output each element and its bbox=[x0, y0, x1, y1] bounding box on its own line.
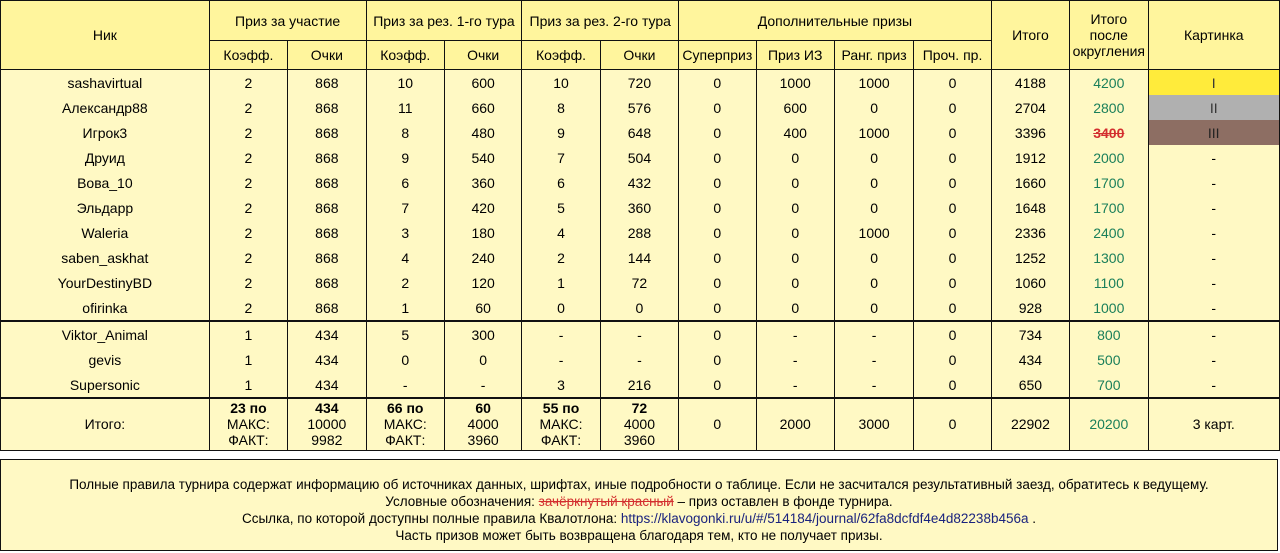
totals-pp-line1: 434 bbox=[315, 400, 339, 417]
table-row bbox=[1, 95, 1280, 120]
cell-total-rounded: 2800 bbox=[1070, 95, 1148, 120]
totals-pp-line3: 9982 bbox=[311, 432, 343, 449]
cell-other-prize: 0 bbox=[914, 120, 991, 145]
cell-round2-coef: 10 bbox=[522, 70, 600, 96]
cell-prize-iz: 400 bbox=[756, 120, 834, 145]
cell-round1-points: 60 bbox=[444, 295, 521, 321]
cell-round1-points: 120 bbox=[444, 270, 521, 295]
cell-picture: - bbox=[1148, 372, 1280, 398]
totals-r2p-line1: 72 bbox=[631, 400, 648, 417]
cell-superprize: 0 bbox=[679, 347, 756, 372]
cell-nick: YourDestinyBD bbox=[1, 270, 210, 295]
header-extra: Дополнительные призы bbox=[679, 1, 992, 41]
cell-round1-coef: 0 bbox=[366, 347, 444, 372]
cell-rank-prize: 0 bbox=[834, 195, 913, 220]
cell-participation-points: 868 bbox=[288, 95, 366, 120]
cell-total: 1252 bbox=[991, 245, 1069, 270]
cell-prize-iz: 0 bbox=[756, 145, 834, 170]
cell-superprize: 0 bbox=[679, 220, 756, 245]
totals-picture: 3 карт. bbox=[1148, 398, 1280, 450]
totals-r1c bbox=[366, 398, 444, 450]
cell-participation-coef: 2 bbox=[209, 295, 287, 321]
cell-prize-iz: 0 bbox=[756, 220, 834, 245]
cell-participation-coef: 2 bbox=[209, 120, 287, 145]
subheader-points: Очки bbox=[288, 41, 366, 70]
table-row bbox=[1, 347, 1280, 372]
cell-other-prize: 0 bbox=[914, 95, 991, 120]
cell-total-rounded: 4200 bbox=[1070, 70, 1148, 96]
cell-round1-points: 420 bbox=[444, 195, 521, 220]
cell-picture: - bbox=[1148, 347, 1280, 372]
totals-r1p-line3: 3960 bbox=[467, 432, 499, 449]
cell-participation-points: 868 bbox=[288, 270, 366, 295]
cell-round2-coef: 5 bbox=[522, 195, 600, 220]
subheader-coef: Коэфф. bbox=[366, 41, 444, 70]
cell-picture: - bbox=[1148, 295, 1280, 321]
cell-rank-prize: - bbox=[834, 347, 913, 372]
header-round1: Приз за рез. 1-го тура bbox=[366, 1, 522, 41]
cell-nick: gevis bbox=[1, 347, 210, 372]
footer-line2-prefix: Условные обозначения: bbox=[385, 494, 539, 509]
cell-superprize: 0 bbox=[679, 321, 756, 347]
totals-label: Итого: bbox=[1, 398, 210, 450]
subheader-other-prize: Проч. пр. bbox=[914, 41, 991, 70]
cell-other-prize: 0 bbox=[914, 372, 991, 398]
cell-superprize: 0 bbox=[679, 195, 756, 220]
cell-participation-coef: 2 bbox=[209, 145, 287, 170]
table-row bbox=[1, 120, 1280, 145]
cell-participation-coef: 2 bbox=[209, 220, 287, 245]
cell-round2-coef: - bbox=[522, 347, 600, 372]
header-picture: Картинка bbox=[1148, 1, 1280, 70]
cell-participation-coef: 1 bbox=[209, 347, 287, 372]
footer-line2-suffix: – приз оставлен в фонде турнира. bbox=[673, 494, 893, 509]
cell-total-rounded: 700 bbox=[1070, 372, 1148, 398]
cell-round2-coef: 6 bbox=[522, 170, 600, 195]
cell-participation-points: 868 bbox=[288, 70, 366, 96]
footer-line3 bbox=[1, 510, 1277, 527]
cell-participation-points: 434 bbox=[288, 321, 366, 347]
cell-other-prize: 0 bbox=[914, 170, 991, 195]
totals-section bbox=[1, 398, 1280, 450]
cell-superprize: 0 bbox=[679, 145, 756, 170]
cell-nick: Supersonic bbox=[1, 372, 210, 398]
cell-round2-coef: 1 bbox=[522, 270, 600, 295]
cell-total: 734 bbox=[991, 321, 1069, 347]
totals-r1p-line1: 60 bbox=[475, 400, 491, 417]
totals-r1c-line1: 66 по bbox=[387, 400, 424, 417]
cell-round2-points: 360 bbox=[600, 195, 678, 220]
cell-round1-coef: 8 bbox=[366, 120, 444, 145]
totals-r2c-line3: ФАКТ: bbox=[540, 432, 582, 449]
cell-other-prize: 0 bbox=[914, 195, 991, 220]
cell-total-rounded: 2400 bbox=[1070, 220, 1148, 245]
cell-nick: Эльдарр bbox=[1, 195, 210, 220]
cell-total-rounded: 2000 bbox=[1070, 145, 1148, 170]
cell-nick: saben_askhat bbox=[1, 245, 210, 270]
cell-round1-points: 600 bbox=[444, 70, 521, 96]
cell-round1-coef: 2 bbox=[366, 270, 444, 295]
cell-total-rounded: 1100 bbox=[1070, 270, 1148, 295]
cell-round2-coef: 9 bbox=[522, 120, 600, 145]
cell-round1-coef: 10 bbox=[366, 70, 444, 96]
totals-pc-line1: 23 по bbox=[230, 400, 267, 417]
cell-nick: ofirinka bbox=[1, 295, 210, 321]
totals-r1p-line2: 4000 bbox=[467, 416, 499, 433]
cell-round2-points: 288 bbox=[600, 220, 678, 245]
cell-other-prize: 0 bbox=[914, 270, 991, 295]
cell-prize-iz: - bbox=[756, 321, 834, 347]
cell-rank-prize: 0 bbox=[834, 95, 913, 120]
totals-pc-line3: ФАКТ: bbox=[228, 432, 269, 449]
cell-total-rounded: 800 bbox=[1070, 321, 1148, 347]
table-row bbox=[1, 372, 1280, 398]
header-participation: Приз за участие bbox=[209, 1, 366, 41]
cell-round2-points: 144 bbox=[600, 245, 678, 270]
cell-round1-coef: 9 bbox=[366, 145, 444, 170]
cell-participation-coef: 1 bbox=[209, 372, 287, 398]
cell-total: 1660 bbox=[991, 170, 1069, 195]
cell-round2-coef: 7 bbox=[522, 145, 600, 170]
totals-rounded: 20200 bbox=[1070, 398, 1148, 450]
cell-participation-points: 868 bbox=[288, 245, 366, 270]
totals-r2c-line2: МАКС: bbox=[539, 416, 583, 433]
cell-rank-prize: 1000 bbox=[834, 120, 913, 145]
cell-nick: Друид bbox=[1, 145, 210, 170]
cell-round2-points: 504 bbox=[600, 145, 678, 170]
table-row bbox=[1, 195, 1280, 220]
cell-round2-coef: 2 bbox=[522, 245, 600, 270]
cell-round1-coef: 6 bbox=[366, 170, 444, 195]
cell-other-prize: 0 bbox=[914, 145, 991, 170]
cell-picture: - bbox=[1148, 195, 1280, 220]
cell-total: 4188 bbox=[991, 70, 1069, 96]
cell-superprize: 0 bbox=[679, 245, 756, 270]
cell-round2-points: 72 bbox=[600, 270, 678, 295]
subheader-coef: Коэфф. bbox=[209, 41, 287, 70]
cell-picture: - bbox=[1148, 145, 1280, 170]
footer-line2 bbox=[1, 493, 1277, 510]
totals-r2p-line2: 4000 bbox=[623, 416, 655, 433]
cell-round1-coef: 11 bbox=[366, 95, 444, 120]
cell-participation-coef: 2 bbox=[209, 270, 287, 295]
cell-round2-coef: - bbox=[522, 321, 600, 347]
table-row bbox=[1, 170, 1280, 195]
cell-other-prize: 0 bbox=[914, 70, 991, 96]
cell-participation-points: 434 bbox=[288, 347, 366, 372]
cell-round1-coef: 7 bbox=[366, 195, 444, 220]
cell-total: 1912 bbox=[991, 145, 1069, 170]
table-row bbox=[1, 220, 1280, 245]
cell-round2-points: 216 bbox=[600, 372, 678, 398]
totals-r2p-line3: 3960 bbox=[623, 432, 655, 449]
cell-rank-prize: 0 bbox=[834, 245, 913, 270]
cell-round1-points: 180 bbox=[444, 220, 521, 245]
cell-round2-points: 648 bbox=[600, 120, 678, 145]
cell-rank-prize: 0 bbox=[834, 270, 913, 295]
cell-picture: III bbox=[1148, 120, 1280, 145]
cell-total: 2336 bbox=[991, 220, 1069, 245]
cell-other-prize: 0 bbox=[914, 245, 991, 270]
cell-prize-iz: 0 bbox=[756, 270, 834, 295]
cell-participation-points: 868 bbox=[288, 220, 366, 245]
subheader-superprize: Суперприз bbox=[679, 41, 756, 70]
cell-other-prize: 0 bbox=[914, 321, 991, 347]
cell-participation-coef: 2 bbox=[209, 245, 287, 270]
totals-pc bbox=[209, 398, 287, 450]
cell-total: 928 bbox=[991, 295, 1069, 321]
cell-round1-coef: 4 bbox=[366, 245, 444, 270]
totals-total: 22902 bbox=[991, 398, 1069, 450]
totals-pc-line2: МАКС: bbox=[226, 416, 270, 433]
rules-link[interactable]: https://klavogonki.ru/u/#/514184/journal/62fa8dcfdf4e4d82238b456a bbox=[620, 511, 1029, 526]
cell-total-rounded: 1700 bbox=[1070, 195, 1148, 220]
cell-round1-points: 0 bbox=[444, 347, 521, 372]
cell-nick: Игрок3 bbox=[1, 120, 210, 145]
cell-total-rounded: 1300 bbox=[1070, 245, 1148, 270]
subheader-rank-prize: Ранг. приз bbox=[834, 41, 913, 70]
cell-prize-iz: - bbox=[756, 347, 834, 372]
table-body bbox=[1, 70, 1280, 399]
subheader-prize-iz: Приз ИЗ bbox=[756, 41, 834, 70]
totals-row bbox=[1, 398, 1280, 450]
header-nick: Ник bbox=[1, 1, 210, 70]
footer-strike-example: зачёркнутый красный bbox=[538, 494, 674, 509]
cell-nick: sashavirtual bbox=[1, 70, 210, 96]
cell-picture: I bbox=[1148, 70, 1280, 96]
table-row bbox=[1, 321, 1280, 347]
cell-total-rounded: 500 bbox=[1070, 347, 1148, 372]
cell-superprize: 0 bbox=[679, 270, 756, 295]
cell-picture: - bbox=[1148, 220, 1280, 245]
cell-superprize: 0 bbox=[679, 295, 756, 321]
cell-round2-points: 0 bbox=[600, 295, 678, 321]
cell-superprize: 0 bbox=[679, 120, 756, 145]
cell-round1-coef: 5 bbox=[366, 321, 444, 347]
cell-round2-coef: 3 bbox=[522, 372, 600, 398]
cell-participation-coef: 2 bbox=[209, 95, 287, 120]
cell-participation-points: 868 bbox=[288, 170, 366, 195]
cell-nick: Waleria bbox=[1, 220, 210, 245]
cell-picture: - bbox=[1148, 270, 1280, 295]
cell-participation-coef: 1 bbox=[209, 321, 287, 347]
cell-rank-prize: - bbox=[834, 321, 913, 347]
totals-r1p bbox=[444, 398, 521, 450]
totals-r1c-line2: МАКС: bbox=[383, 416, 427, 433]
footer-line3-prefix: Ссылка, по которой доступны полные правила Квалотлона: bbox=[241, 511, 621, 526]
cell-picture: - bbox=[1148, 245, 1280, 270]
cell-total-rounded: 1700 bbox=[1070, 170, 1148, 195]
header-total: Итого bbox=[991, 1, 1069, 70]
cell-nick: Вова_10 bbox=[1, 170, 210, 195]
cell-total: 1060 bbox=[991, 270, 1069, 295]
cell-round2-points: 432 bbox=[600, 170, 678, 195]
cell-prize-iz: 0 bbox=[756, 170, 834, 195]
cell-rank-prize: 0 bbox=[834, 170, 913, 195]
footer-line4: Часть призов может быть возвращена благодаря тем, кто не получает призы. bbox=[395, 528, 883, 543]
cell-picture: - bbox=[1148, 321, 1280, 347]
cell-other-prize: 0 bbox=[914, 295, 991, 321]
table-row bbox=[1, 145, 1280, 170]
subheader-points: Очки bbox=[600, 41, 678, 70]
cell-prize-iz: - bbox=[756, 372, 834, 398]
cell-superprize: 0 bbox=[679, 170, 756, 195]
cell-round2-coef: 8 bbox=[522, 95, 600, 120]
cell-participation-points: 868 bbox=[288, 295, 366, 321]
subheader-points: Очки bbox=[444, 41, 521, 70]
cell-round2-points: - bbox=[600, 321, 678, 347]
cell-participation-points: 868 bbox=[288, 195, 366, 220]
cell-superprize: 0 bbox=[679, 70, 756, 96]
cell-prize-iz: 0 bbox=[756, 195, 834, 220]
cell-round2-points: 576 bbox=[600, 95, 678, 120]
cell-participation-points: 868 bbox=[288, 145, 366, 170]
cell-participation-points: 434 bbox=[288, 372, 366, 398]
cell-rank-prize: 0 bbox=[834, 295, 913, 321]
cell-round1-points: 660 bbox=[444, 95, 521, 120]
totals-rank-prize: 3000 bbox=[834, 398, 913, 450]
cell-other-prize: 0 bbox=[914, 220, 991, 245]
totals-r1c-line3: ФАКТ: bbox=[385, 432, 426, 449]
cell-rank-prize: 1000 bbox=[834, 220, 913, 245]
totals-superprize: 0 bbox=[679, 398, 756, 450]
cell-prize-iz: 0 bbox=[756, 245, 834, 270]
footer-line1: Полные правила турнира содержат информацию об источниках данных, шрифтах, иные подробности о таблице. Если не засчитался результативный заезд, обратитесь к ведущему. bbox=[69, 477, 1209, 492]
table-row bbox=[1, 295, 1280, 321]
cell-participation-coef: 2 bbox=[209, 170, 287, 195]
totals-prize-iz: 2000 bbox=[756, 398, 834, 450]
cell-round1-points: 300 bbox=[444, 321, 521, 347]
cell-participation-coef: 2 bbox=[209, 195, 287, 220]
totals-other-prize: 0 bbox=[914, 398, 991, 450]
cell-prize-iz: 1000 bbox=[756, 70, 834, 96]
cell-round1-points: 360 bbox=[444, 170, 521, 195]
cell-round1-points: 240 bbox=[444, 245, 521, 270]
cell-picture: II bbox=[1148, 95, 1280, 120]
cell-participation-points: 868 bbox=[288, 120, 366, 145]
header-total-rounded: Итого после округления bbox=[1070, 1, 1148, 70]
cell-total-rounded: 1000 bbox=[1070, 295, 1148, 321]
cell-round1-points: - bbox=[444, 372, 521, 398]
cell-picture: - bbox=[1148, 170, 1280, 195]
table-row bbox=[1, 270, 1280, 295]
cell-round2-points: - bbox=[600, 347, 678, 372]
cell-prize-iz: 600 bbox=[756, 95, 834, 120]
cell-rank-prize: - bbox=[834, 372, 913, 398]
cell-total: 650 bbox=[991, 372, 1069, 398]
cell-other-prize: 0 bbox=[914, 347, 991, 372]
table-row bbox=[1, 245, 1280, 270]
cell-rank-prize: 1000 bbox=[834, 70, 913, 96]
cell-superprize: 0 bbox=[679, 95, 756, 120]
cell-nick: Александр88 bbox=[1, 95, 210, 120]
cell-total: 3396 bbox=[991, 120, 1069, 145]
cell-total: 2704 bbox=[991, 95, 1069, 120]
cell-round2-coef: 0 bbox=[522, 295, 600, 321]
cell-participation-coef: 2 bbox=[209, 70, 287, 96]
totals-pp-line2: 10000 bbox=[307, 416, 347, 433]
subheader-coef: Коэфф. bbox=[522, 41, 600, 70]
totals-r2c-line1: 55 по bbox=[542, 400, 580, 417]
cell-round1-points: 480 bbox=[444, 120, 521, 145]
totals-r2c bbox=[522, 398, 600, 450]
totals-pp bbox=[288, 398, 366, 450]
cell-nick: Viktor_Animal bbox=[1, 321, 210, 347]
cell-superprize: 0 bbox=[679, 372, 756, 398]
header-round2: Приз за рез. 2-го тура bbox=[522, 1, 679, 41]
cell-total-rounded: 3400 bbox=[1070, 120, 1148, 145]
cell-round2-coef: 4 bbox=[522, 220, 600, 245]
totals-r2p bbox=[600, 398, 678, 450]
table-row bbox=[1, 70, 1280, 96]
cell-round1-coef: - bbox=[366, 372, 444, 398]
cell-total: 1648 bbox=[991, 195, 1069, 220]
cell-round1-coef: 1 bbox=[366, 295, 444, 321]
cell-round1-coef: 3 bbox=[366, 220, 444, 245]
footer-notes bbox=[0, 459, 1278, 551]
footer-line3-suffix: . bbox=[1028, 511, 1037, 526]
cell-rank-prize: 0 bbox=[834, 145, 913, 170]
cell-total: 434 bbox=[991, 347, 1069, 372]
cell-prize-iz: 0 bbox=[756, 295, 834, 321]
cell-round2-points: 720 bbox=[600, 70, 678, 96]
cell-round1-points: 540 bbox=[444, 145, 521, 170]
